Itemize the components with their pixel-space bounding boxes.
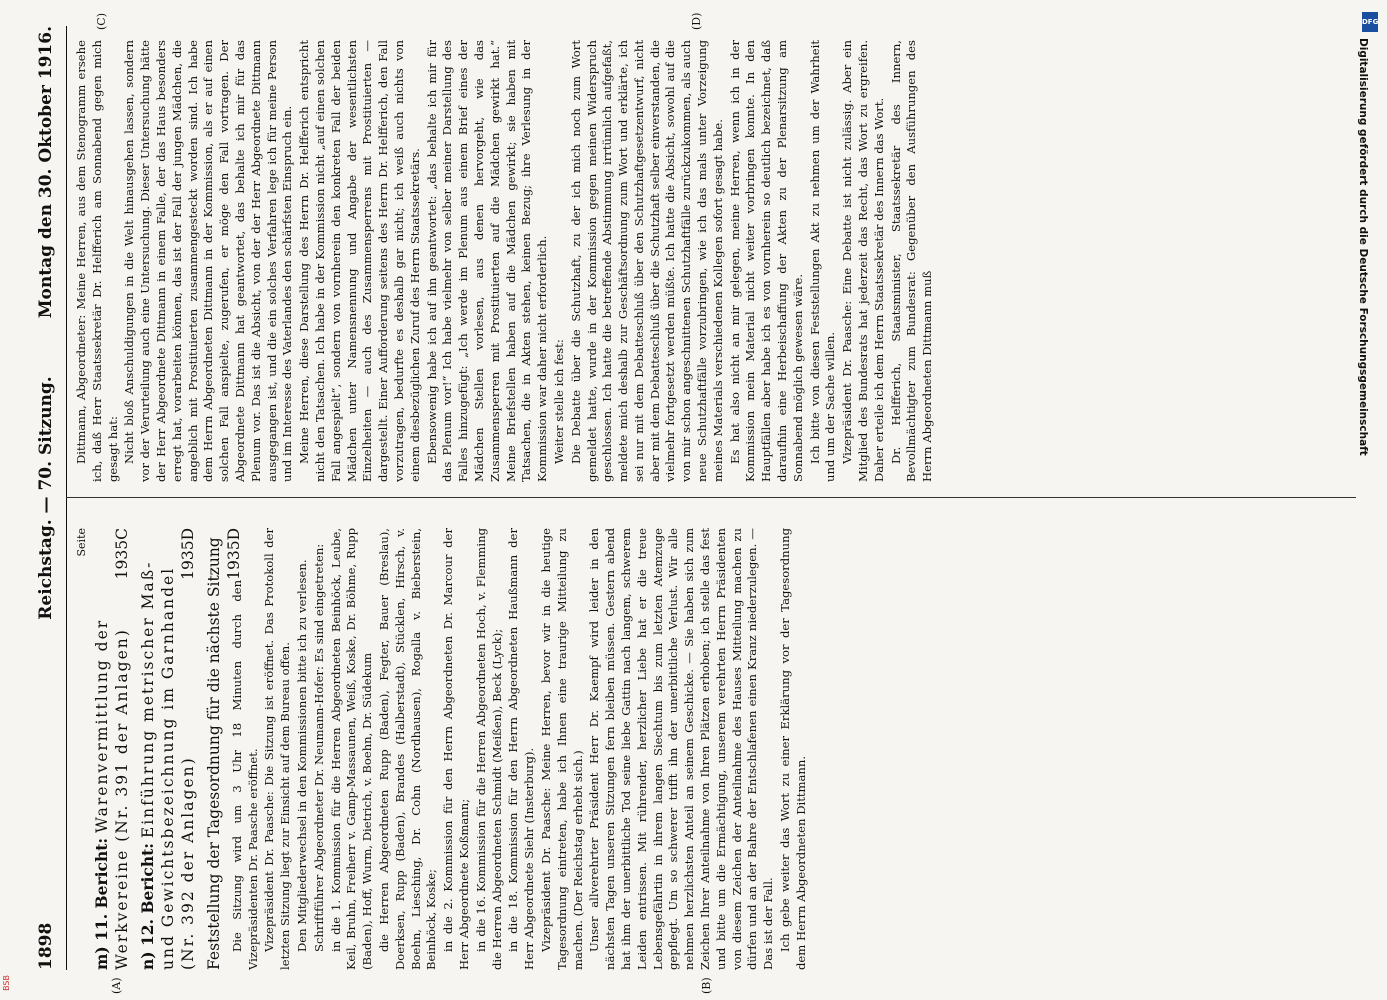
paragraph: Vizepräsident Dr. Paasche: Eine Debatte ist nicht zulässig. Aber ein Mitglied des Bundesrats hat jederzeit das Recht, das Wort zu ergreifen. Daher erteile ich dem Herrn Staatssekretär des Innern das Wort.	[840, 40, 886, 482]
page-header	[30, 26, 67, 970]
toc-label: n) 12. Bericht:	[137, 843, 157, 970]
paragraph: Die Debatte über die Schutzhaft, zu der ich mich noch zum Wort gemeldet hatte, wurde in der Kommission gegen meinen Widerspruch geschlossen. Ich hatte die betreffende Abstimmung irrtümlich aufgefaßt, meldete mich deshalb zur Geschäftsordnung zum Wort und erklärte, ich sei nur mit dem Debatteschluß über den Schutzhaftgesetzentwurf, nicht aber mit dem Debatteschluß über die Schutzhaft selber einverstanden, die vielmehr fortgesetzt werden müßte. Ich hatte die Absicht, sowohl auf die von mir schon angeschnittenen Schutzhaftfälle zurückzukommen, als auch neue Schutzhaftfälle vorzubringen, wie ich das mals unter Vorzeigung meines Materials verschiedenen Kollegen sofort gesagt habe.	[568, 40, 725, 482]
margin-mark-a: (A)	[110, 977, 123, 994]
paragraph: die Herren Abgeordneten Rupp (Baden), Fegter, Bauer (Breslau), Doerksen, Rupp (Baden), Brandes (Halberstadt), Stücklen, Hirsch, v. Boehn, Liesching, Dr. Cohn (Nordhausen), Rogalla v. Bieberstein, Beinhöck, Koske;	[376, 528, 439, 970]
toc-text: Warenvermittlung der Werkvereine (Nr. 391 der Anlagen)	[92, 618, 131, 970]
funding-note-text: Digitalisierung gefördert durch die Deutsche Forschungsgemeinschaft	[1357, 38, 1369, 456]
toc-page: 1935D	[178, 528, 197, 580]
paragraph: Dittmann, Abgeordneter: Meine Herren, aus dem Stenogramm ersehe ich, daß Herr Staatssekretär Dr. Helfferich am Sonnabend gegen mich gesagt hat:	[74, 40, 120, 482]
toc-text: Feststellung der Tagesordnung für die nächste Sitzung	[204, 537, 223, 970]
paragraph: Meine Herren, diese Darstellung des Herrn Dr. Helfferich entspricht nicht den Tatsachen. Ich habe in der Kommission nicht „auf einen solchen Fall angespielt“, sondern von vornherein den konkreten Fall der beiden Mädchen unter Namensnennung und Angabe der wesentlichsten Einzelheiten — auch des Zusammensperrens mit Prostituierten — dargestellt. Einer Aufforderung seitens des Herrn Dr. Helfferich, den Fall vorzutragen, bedurfte es deshalb gar nicht; ich weiß auch nichts von einem diesbezüglichen Zuruf des Herrn Staatssekretärs.	[297, 40, 422, 482]
paragraph: Es hat also nicht an mir gelegen, meine Herren, wenn ich in der Kommission mein Material nicht weiter vorbringen konnte. In den Hauptfällen aber habe ich es von vornherein so deutlich bezeichnet, daß daraufhin eine Herbeischaffung der Akten zu der Plenarsitzung am Sonnabend möglich gewesen wäre.	[727, 40, 805, 482]
paragraph: Weiter stelle ich fest:	[551, 339, 566, 464]
paragraph: Vizepräsident Dr. Paasche: Meine Herren, bevor wir in die heutige Tagesordnung eintreten, habe ich Ihnen eine traurige Mitteilung zu machen. (Der Reichstag erhebt sich.)	[538, 528, 585, 970]
toc-label: m) 11. Bericht:	[91, 837, 111, 970]
toc-text: Einführung metrischer Maß- und Gewichtsbezeichnung im Garnhandel (Nr. 392 der Anlagen)	[138, 560, 197, 970]
paragraph: Nicht bloß Anschuldigungen in die Welt hinausgehen lassen, sondern vor der Verurteilung auch eine Untersuchung. Dieser Untersuchung hätte der Herr Abgeordnete Dittmann in einem Falle, der das Haus besonders erregt hat, vorarbeiten können, das ist der Fall der jungen Mädchen, die angeblich mit Prostituierten zusammengesteckt worden sind. Ich habe dem Herrn Abgeordneten Dittmann in der Kommission, als er auf einen solchen Fall anspielte, zugerufen, er möge den Fall vortragen. Der Abgeordnete Dittmann hat geantwortet, das behalte ich mir für das Plenum vor. Das ist die Absicht, von der der Herr Abgeordnete Dittmann ausgegangen ist, und die ein solches Verfahren lege ich für meine Person und im Interesse des Vaterlandes den schärfsten Einspruch ein.	[122, 40, 295, 482]
paragraph: Die Sitzung wird um 3 Uhr 18 Minuten durch den Vizepräsidenten Dr. Paasche eröffnet.	[229, 579, 260, 970]
toc-page: 1935C	[112, 528, 131, 580]
paragraph: Ebensowenig habe ich auf ihn geantwortet: „das behalte ich mir für das Plenum vor!“ Ich habe vielmehr von selber meiner Darstellung des Falles hinzugefügt: „Ich werde im Plenum aus einem Brief eines der Mädchen Stellen vorlesen, aus denen hervorgeht, wie das Zusammensperren mit Prostituierten auf die Mädchen gewirkt hat.“ Meine Briefstellen haben auf die Mädchen gewirkt; sie haben mit Tatsachen, die in Akten stehen, keinen Bezug; ihre Verlesung in der Kommission war daher nicht erforderlich.	[424, 40, 550, 482]
bsb-logo: BSB	[2, 975, 11, 991]
paragraph: in die 16. Kommission für die Herren Abgeordneten Hoch, v. Flemming die Herren Abgeordneten Schmidt (Meißen), Beck (Lyck);	[473, 528, 504, 970]
toc-item	[204, 528, 243, 970]
margin-mark-c: (C)	[95, 13, 108, 30]
paragraph: in die 18. Kommission für den Herrn Abgeordneten Haußmann der Herr Abgeordnete Siehr (Insterburg).	[506, 528, 537, 970]
session-date: Montag den 30. Oktober 1916.	[36, 26, 56, 319]
seite-label: Seite	[75, 528, 88, 557]
paragraph: Dr. Helfferich, Staatsminister, Staatssekretär des Innern, Bevollmächtigter zum Bundesrat: Gegenüber den Ausführungen des Herrn Abgeordneten Dittmann muß	[888, 40, 935, 482]
right-column	[74, 40, 1354, 482]
page-number: 1898	[36, 922, 56, 970]
paragraph: Unser allverehrter Präsident Herr Dr. Kaempf wird leider in den nächsten Tagen unseren Sitzungen fern bleiben müssen. Gestern abend hat ihm der unerbittliche Tod seine liebe Gattin nach langem, schwerem Leiden entrissen. Mit rührender, herzlicher Liebe hat er die treue Lebensgefährtin in ihrem langen Siechtum bis zum letzten Atemzuge gepflegt. Um so schwerer trifft ihn der unerbittliche Verlust. Wir alle nehmen herzlichsten Anteil an seinem Geschicke. — Sie haben sich zum Zeichen Ihrer Anteilnahme von Ihren Plätzen erhoben; ich stelle das fest und bitte um die Ermächtigung, unserem verehrten Herrn Präsidenten von diesem Zeichen der Anteilnahme des Hauses Mitteilung machen zu dürfen und an der Bahre der Entschlafenen einen Kranz niederzulegen. — Das ist der Fall.	[587, 528, 776, 970]
paragraph: Ich gebe weiter das Wort zu einer Erklärung vor der Tagesordnung dem Herrn Abgeordneten Dittmann.	[777, 528, 808, 970]
funding-note	[1357, 12, 1379, 988]
paragraph: Vizepräsident Dr. Paasche: Die Sitzung ist eröffnet. Das Protokoll der letzten Sitzung liegt zur Einsicht auf dem Bureau offen.	[262, 528, 293, 970]
left-column	[74, 528, 1354, 970]
margin-mark-d: (D)	[690, 12, 703, 30]
column-rule	[66, 497, 1356, 498]
paragraph: Schriftführer Abgeordneter Dr. Neumann-Hofer: Es sind eingetreten:	[311, 543, 326, 952]
paragraph: Ich bitte von diesen Feststellungen Akt zu nehmen um der Wahrheit und um der Sache willen.	[807, 40, 838, 482]
paragraph: in die 1. Kommission für die Herren Abgeordneten Beinhöck, Leube, Keil, Bruhn, Freiherr v. Gamp-Massaunen, Weiß, Koske, Dr. Böhme, Rupp (Baden), Hoff, Wurm, Dietrich, v. Boehn, Dr. Südekum	[328, 528, 375, 970]
paragraph: Den Mitgliederwechsel in den Kommissionen bitte ich zu verlesen.	[294, 559, 309, 952]
paragraph: in die 2. Kommission für den Herrn Abgeordneten Dr. Marcour der Herr Abgeordnete Koßmann;	[441, 528, 471, 970]
toc-item	[138, 528, 198, 970]
margin-mark-b: (B)	[700, 977, 713, 994]
toc-page: 1935D	[224, 528, 243, 580]
dfg-logo: DFG	[1362, 12, 1378, 32]
session-title: Reichstag. — 70. Sitzung.	[36, 376, 56, 620]
toc-item	[92, 528, 132, 970]
